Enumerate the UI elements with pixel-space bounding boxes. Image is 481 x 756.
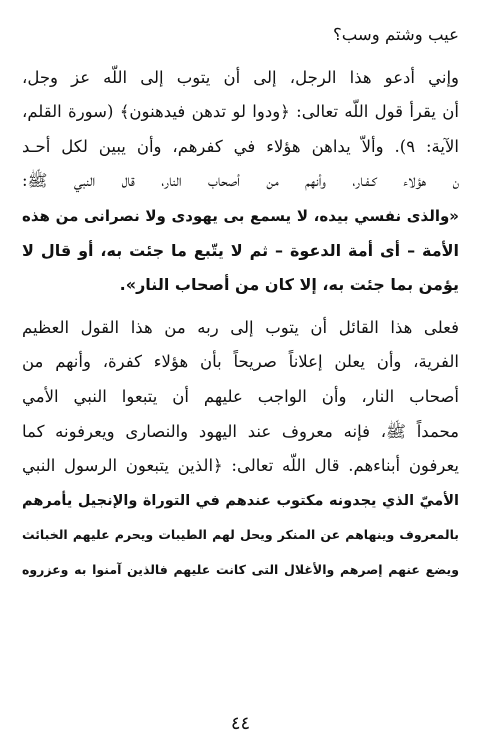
text-line-13: يعرفون أبناءهم. قال اللّه تعالى: ﴿الذين يتبعون الرسول النبي (22, 456, 459, 476)
hadith-line-3: يؤمن بما جئت به، إلا كان من أصحاب النار». (119, 275, 459, 295)
text-line-5: ن هؤلاء كـفـار، وأنهم من أصحاب النار، قال النبي ﷺ: (22, 171, 459, 191)
quran-line-1: الأميّ الذي يجدونه مكتوب عندهم في التوراة والإنجيل يأمرهم (22, 492, 459, 509)
hadith-line-2: الأمة – أى أمة الدعوة – ثم لا يتّبع ما جئت به، أو قال لا (22, 240, 459, 260)
page-body (22, 18, 459, 588)
page-number: ٤٤ (230, 713, 251, 734)
text-line-2: وإني أدعو هذا الرجل، إلى أن يتوب إلى اللّه عز وجل، (22, 67, 459, 87)
text-line-11: أصحاب النار، وأن الواجب عليهم أن يتبعوا النبي الأمي (22, 386, 459, 406)
hadith-line-1: «والذى نفسي بيده، لا يسمع بى يهودى ولا نصرانى من هذه (22, 206, 459, 225)
text-line-9: فعلى هذا القائل أن يتوب إلى ربه من هذا القول العظيم (22, 317, 459, 337)
text-line-1: عيب وشتم وسب؟ (332, 25, 459, 44)
text-line-4: الآية: ٩). وألاّ يداهن هؤلاء في كفرهم، وأن يبين لكل أحـد (22, 136, 459, 156)
text-line-10: الفرية، وأن يعلن إعلاناً صريحاً بأن هؤلاء كفرة، وأنهم من (22, 352, 459, 372)
text-line-12: محمداً ﷺ، فإنه معروف عند اليهود والنصارى ويعرفونه كما (22, 421, 459, 441)
quran-line-2: بالمعروف وينهاهم عن المنكر ويحل لهم الطيبات ويحرم عليهم الخبائث (22, 527, 459, 543)
quran-line-3: ويضع عنهم إصرهم والأغلال التى كانت عليهم فالذين آمنوا به وعزروه (22, 561, 459, 577)
text-line-3: أن يقرأ قول اللّه تعالى: ﴿ودوا لو تدهن فيدهنون﴾ (سورة القلم، (22, 102, 459, 122)
